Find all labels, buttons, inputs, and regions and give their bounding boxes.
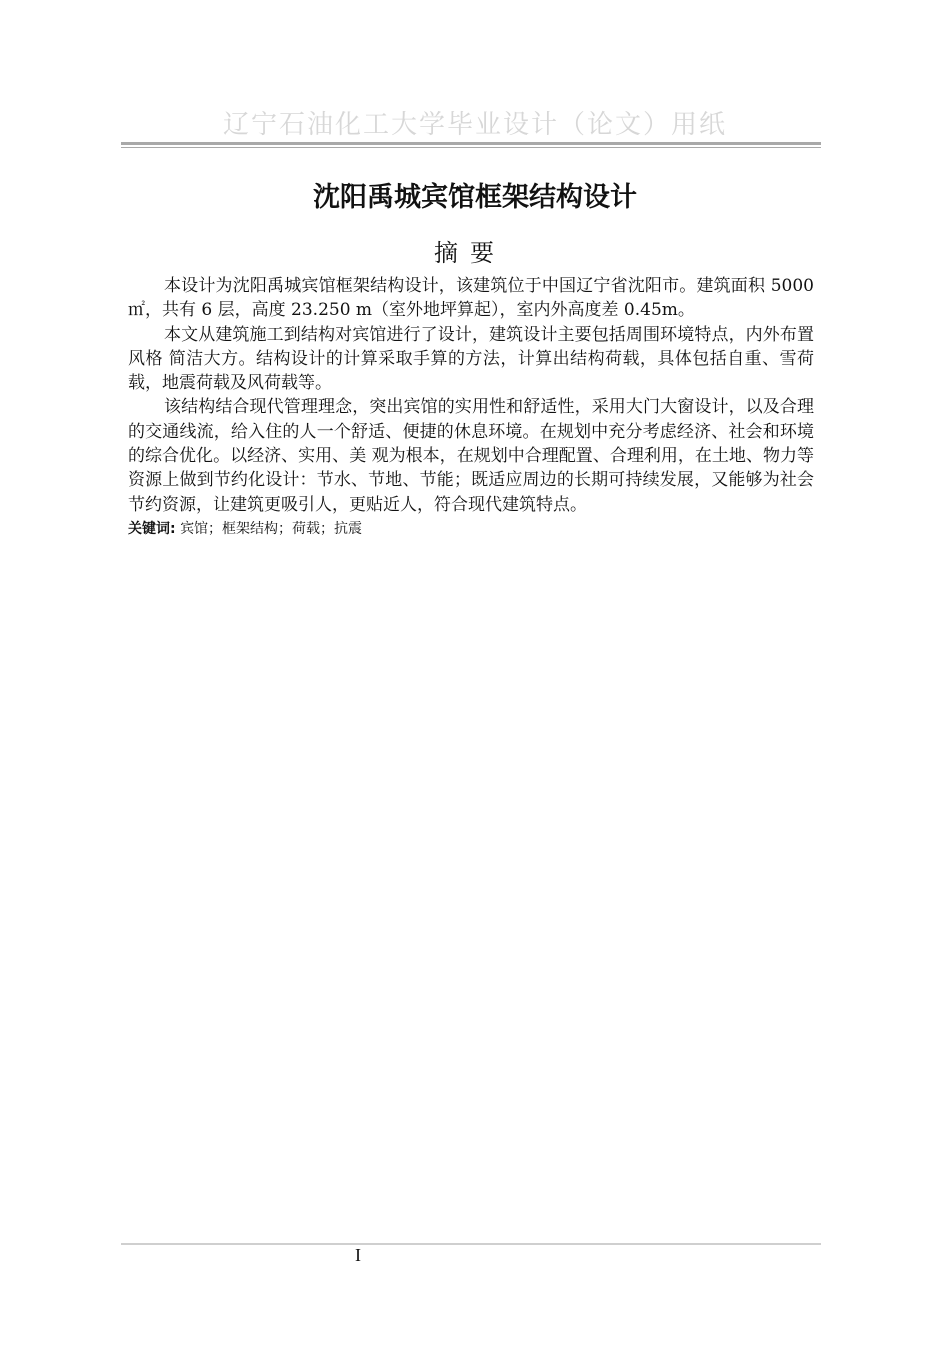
keywords-line <box>128 517 814 541</box>
keywords-value: 宾馆；框架结构；荷载；抗震 <box>180 520 363 537</box>
abstract-heading: 摘要 <box>434 239 506 267</box>
abstract-paragraph-1: 本设计为沈阳禹城宾馆框架结构设计，该建筑位于中国辽宁省沈阳市。建筑面积 5000㎡，共有 6 层，高度 23.250 m（室外地坪算起），室内外高度差 0.45m。 <box>128 276 814 321</box>
page-number: I <box>355 1245 361 1265</box>
header-watermark: 辽宁石油化工大学毕业设计（论文）用纸 <box>222 110 727 140</box>
abstract-paragraph-2: 本文从建筑施工到结构对宾馆进行了设计，建筑设计主要包括周围环境特点，内外布置风格 简洁大方。结构设计的计算采取手算的方法，计算出结构荷载，具体包括自重、雪荷载，地震荷载及风荷载等。 <box>128 324 814 394</box>
abstract-paragraph-3: 该结构结合现代管理理念，突出宾馆的实用性和舒适性，采用大门大窗设计，以及合理的交通线流，给入住的人一个舒适、便捷的休息环境。在规划中充分考虑经济、社会和环境的综合优化。以经济、实用、美 观为根本，在规划中合理配置、合理利用，在土地、物力等资源上做到节约化设计：节水、节地、节能；既适应周边的长期可持续发展，又能够为社会节约资源，让建筑更吸引人，更贴近人，符合现代建筑特点。 <box>128 397 814 515</box>
keywords-label: 关键词: <box>128 520 176 537</box>
header-rule-thin <box>121 147 821 148</box>
abstract-body <box>128 274 814 541</box>
footer-rule <box>121 1243 821 1245</box>
header-rule-thick <box>121 142 821 145</box>
document-title: 沈阳禹城宾馆框架结构设计 <box>313 182 637 213</box>
